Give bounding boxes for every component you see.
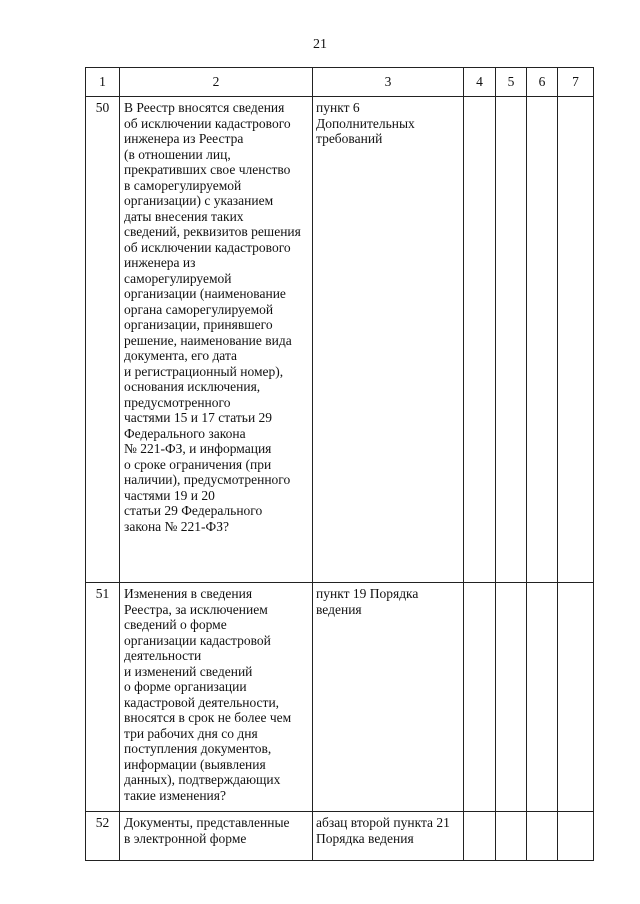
answer-cell-5[interactable] [496, 812, 527, 861]
column-header-3: 3 [313, 68, 464, 97]
column-header-7: 7 [558, 68, 594, 97]
column-header-4: 4 [464, 68, 496, 97]
row-reference: абзац второй пункта 21 Порядка ведения [313, 812, 464, 861]
answer-cell-4[interactable] [464, 97, 496, 583]
answer-cell-4[interactable] [464, 583, 496, 812]
answer-cell-6[interactable] [527, 583, 558, 812]
row-reference: пункт 19 Порядка ведения [313, 583, 464, 812]
table-row [86, 97, 594, 583]
row-number: 51 [86, 583, 120, 812]
checklist-table [85, 67, 594, 861]
column-header-1: 1 [86, 68, 120, 97]
column-header-6: 6 [527, 68, 558, 97]
answer-cell-5[interactable] [496, 583, 527, 812]
row-reference: пункт 6 Дополнительных требований [313, 97, 464, 583]
column-header-2: 2 [120, 68, 313, 97]
answer-cell-4[interactable] [464, 812, 496, 861]
row-question: Изменения в сведения Реестра, за исключением сведений о форме организации кадастровой деятельности и изменений сведений о форме организации кадастровой деятельности, вносятся в срок не более чем три рабочих дня со дня поступления документов, информации (выявления данных), подтверждающих такие изменения? [120, 583, 313, 812]
answer-cell-7[interactable] [558, 812, 594, 861]
answer-cell-5[interactable] [496, 97, 527, 583]
answer-cell-6[interactable] [527, 97, 558, 583]
row-question: В Реестр вносятся сведения об исключении кадастрового инженера из Реестра (в отношении лиц, прекративших свое членство в саморегулируемой организации) с указанием даты внесения таких сведений, реквизитов решения об исключении кадастрового инженера из саморегулируемой организации (наименование органа саморегулируемой организации, принявшего решение, наименование вида документа, его дата и регистрационный номер), основания исключения, предусмотренного частями 15 и 17 статьи 29 Федерального закона № 221-ФЗ, и информация о сроке ограничения (при наличии), предусмотренного частями 19 и 20 статьи 29 Федерального закона № 221-ФЗ? [120, 97, 313, 583]
answer-cell-7[interactable] [558, 583, 594, 812]
table-row [86, 583, 594, 812]
row-number: 52 [86, 812, 120, 861]
page-number: 21 [313, 37, 327, 52]
table-header-row [86, 68, 594, 97]
answer-cell-6[interactable] [527, 812, 558, 861]
row-number: 50 [86, 97, 120, 583]
answer-cell-7[interactable] [558, 97, 594, 583]
table-row [86, 812, 594, 861]
row-question: Документы, представленные в электронной форме [120, 812, 313, 861]
column-header-5: 5 [496, 68, 527, 97]
